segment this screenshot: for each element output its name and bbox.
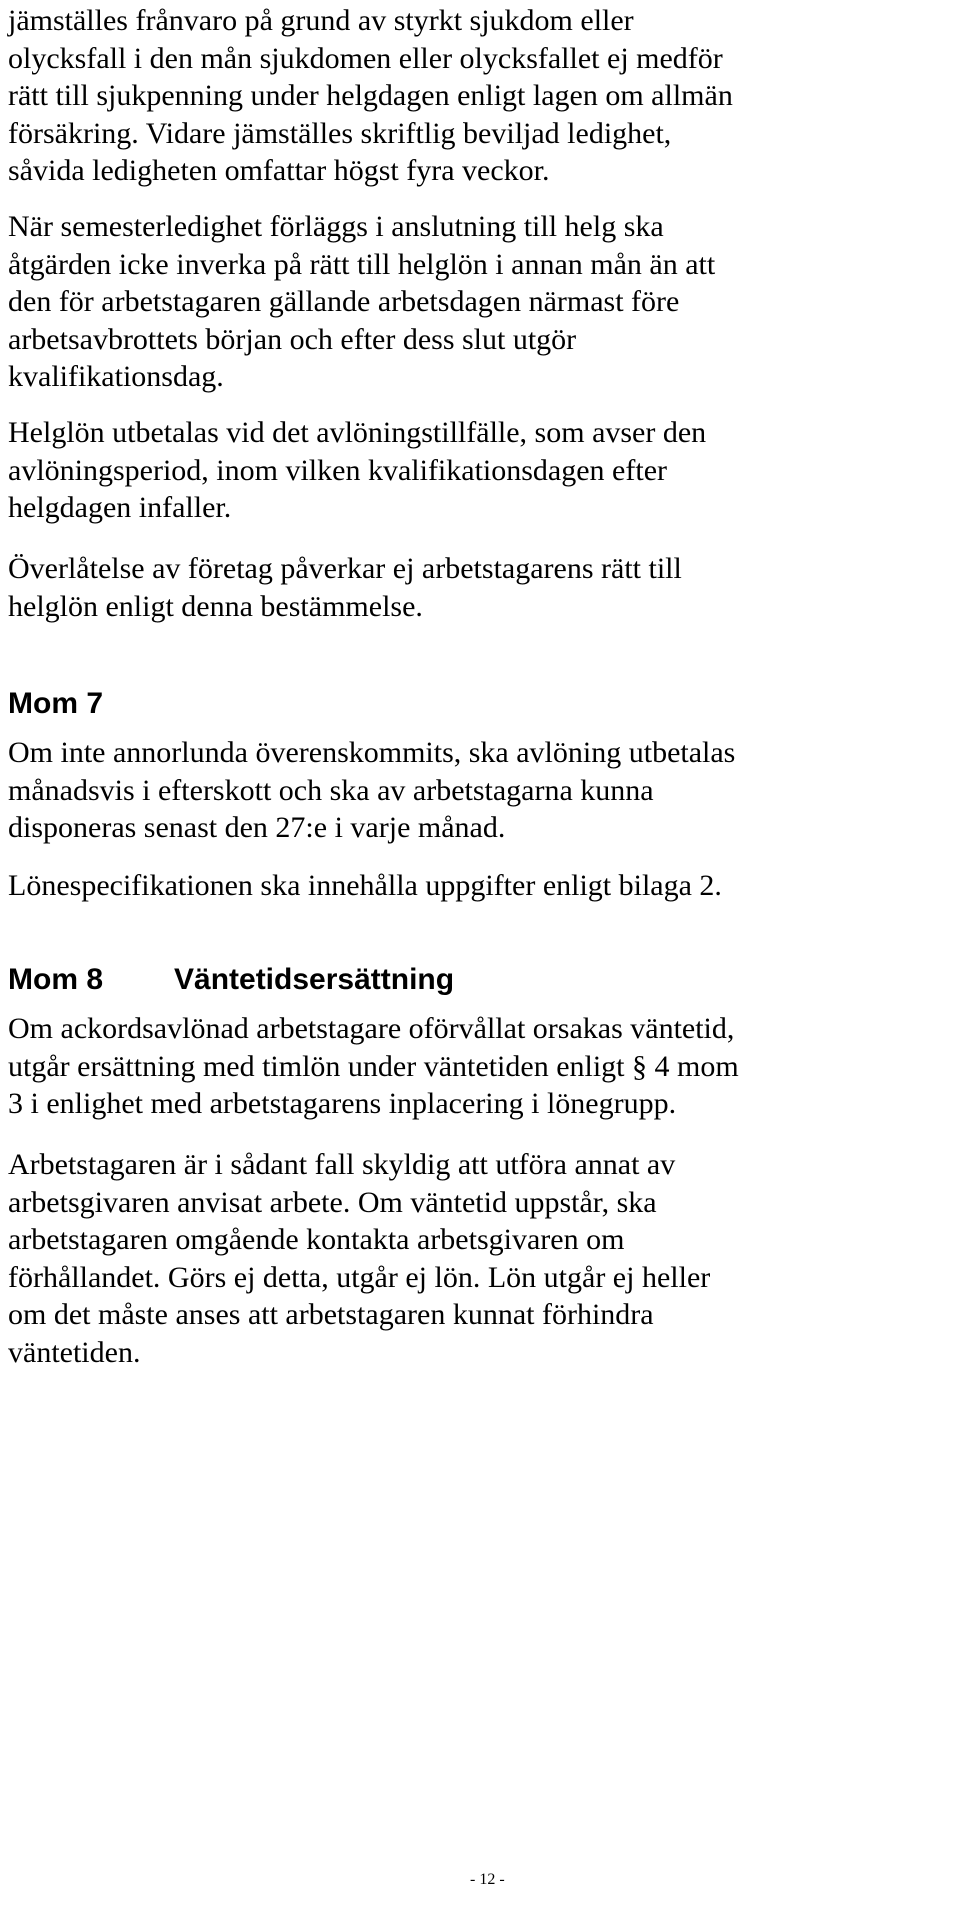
heading-mom-7: [8, 686, 103, 722]
heading-mom-8-number: Mom 8: [8, 963, 104, 996]
paragraph-business-transfer: Överlåtelse av företag påverkar ej arbetstagarens rätt till helglön enligt denna bestämmelse.: [8, 552, 682, 623]
heading-mom-8-title: Väntetidsersättning: [174, 963, 455, 996]
page-number: - 12 -: [470, 1871, 505, 1888]
paragraph-absence-equivalence: jämställes frånvaro på grund av styrkt sjukdom eller olycksfall i den mån sjukdomen eller olycksfallet ej medför rätt till sjukpenning under helgdagen enligt lagen om allmän försäkring. Vidare jämställes skriftlig beviljad ledighet, såvida ledigheten omfattar högst fyra veckor.: [8, 4, 733, 187]
paragraph-pay-slip: Lönespecifikationen ska innehålla uppgifter enligt bilaga 2.: [8, 869, 722, 902]
paragraph-vacation-holiday: När semesterledighet förläggs i anslutning till helg ska åtgärden icke inverka på rätt till helglön i annan mån än att den för arbetstagaren gällande arbetsdagen närmast före arbetsavbrottets början och efter dess slut utgör kvalifikationsdag.: [8, 210, 716, 393]
paragraph-holiday-pay-timing: Helglön utbetalas vid det avlöningstillfälle, som avser den avlöningsperiod, inom vilken kvalifikationsdagen efter helgdagen infaller.: [8, 416, 707, 524]
heading-mom-7-label: Mom 7: [8, 687, 104, 720]
heading-mom-8: [8, 962, 454, 998]
paragraph-employee-obligations: Arbetstagaren är i sådant fall skyldig att utföra annat av arbetsgivaren anvisat arbete. Om väntetid uppstår, ska arbetstagaren omgående kontakta arbetsgivaren om förhållandet. Görs ej detta, utgår ej lön. Lön utgår ej heller om det måste anses att arbetstagaren kunnat förhindra väntetiden.: [8, 1148, 711, 1369]
paragraph-waiting-time-compensation: Om ackordsavlönad arbetstagare oförvållat orsakas väntetid, utgår ersättning med timlön under väntetiden enligt § 4 mom 3 i enlighet med arbetstagarens inplacering i lönegrupp.: [8, 1012, 739, 1120]
paragraph-salary-payment: Om inte annorlunda överenskommits, ska avlöning utbetalas månadsvis i efterskott och ska av arbetstagarna kunna disponeras senast den 27:e i varje månad.: [8, 736, 736, 844]
